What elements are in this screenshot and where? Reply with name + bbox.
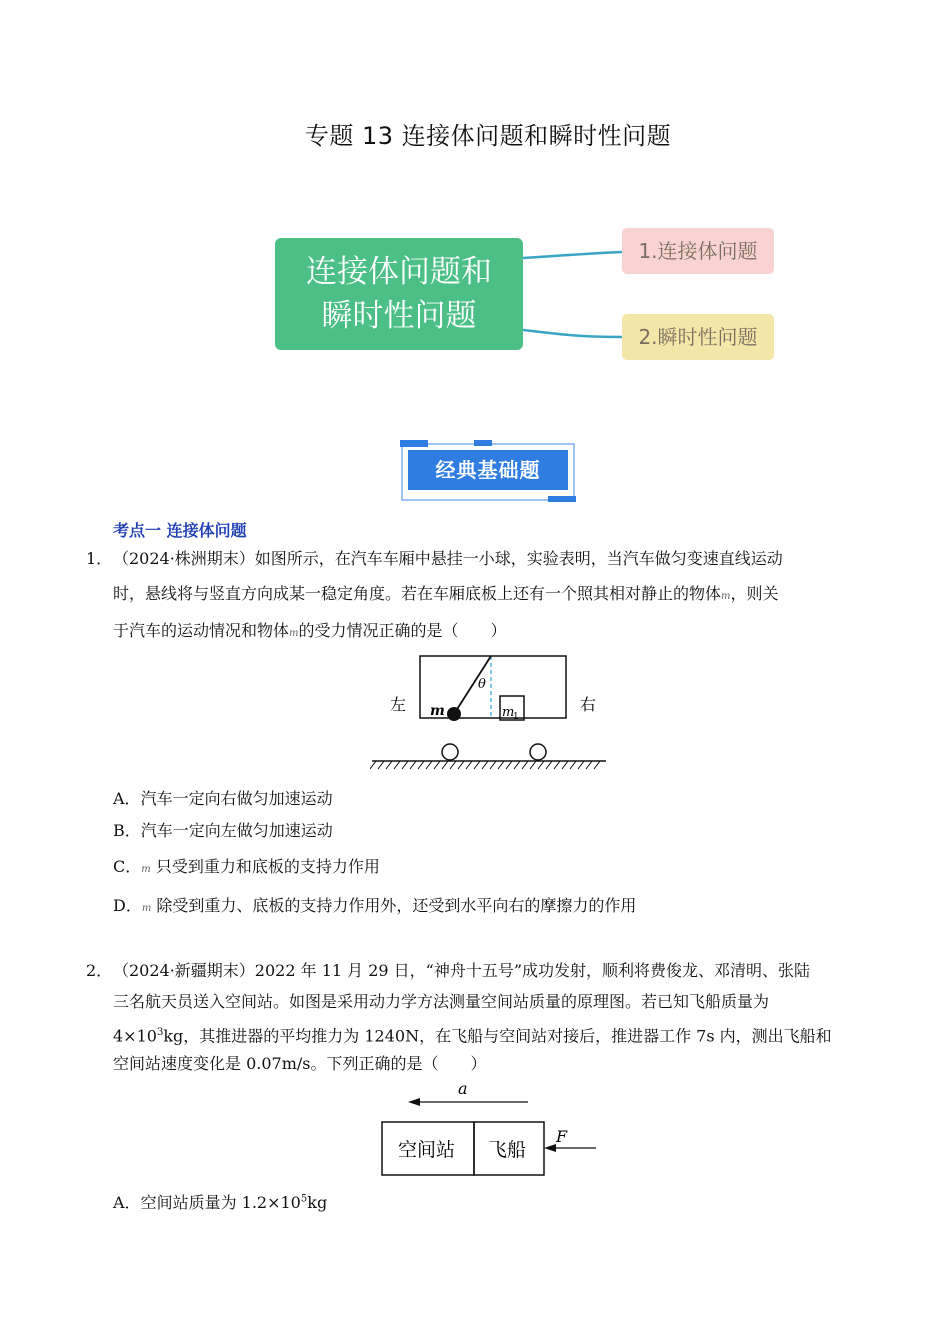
q1-line2b: ，则关 (730, 584, 779, 603)
label-m: m (430, 703, 445, 719)
q2-docking-figure (370, 1074, 610, 1184)
mindmap-main-line2: 瞬时性问题 (321, 298, 477, 334)
q2-option-a[interactable] (113, 1190, 327, 1213)
q2-number: 2． (86, 961, 113, 980)
q1-option-d[interactable] (113, 893, 636, 916)
q1-line2 (113, 582, 779, 609)
q2-line3-exp: 3 (156, 1027, 164, 1038)
q1-option-a-label: A． (113, 789, 141, 808)
badge-label: 经典基础题 (408, 450, 568, 490)
section-heading: 考点一 连接体问题 (113, 521, 247, 540)
q1-option-b-text: 汽车一定向左做匀加速运动 (140, 821, 333, 840)
q1-line3 (113, 619, 507, 646)
q2-line2: 三名航天员送入空间站。如图是采用动力学方法测量空间站质量的原理图。若已知飞船质量为 (113, 992, 770, 1011)
label-theta: θ (478, 677, 486, 692)
q1-option-c[interactable] (113, 854, 380, 877)
force-arrowhead-icon (544, 1144, 556, 1152)
q1-option-d-m: m (141, 903, 152, 914)
q2-line3 (113, 1021, 832, 1048)
q2-option-a-post: kg (307, 1193, 328, 1212)
mindmap-connectors (0, 0, 950, 420)
label-m1-subscript: 1 (513, 712, 519, 722)
wheel-left (442, 744, 458, 760)
q1-option-c-label: C． (113, 857, 142, 876)
q1-option-d-label: D． (113, 896, 142, 915)
q1-option-d-text: 除受到重力、底板的支持力作用外，还受到水平向右的摩擦力的作用 (156, 896, 637, 915)
label-left: 左 (390, 695, 407, 714)
q1-option-a[interactable] (113, 786, 333, 809)
q1-line3b: 的受力情况正确的是（ ） (298, 621, 507, 640)
label-station: 空间站 (398, 1139, 456, 1161)
q1-number: 1． (86, 549, 113, 568)
q1-line3a: 于汽车的运动情况和物体 (113, 621, 290, 640)
q1-option-a-text: 汽车一定向右做匀加速运动 (140, 789, 333, 808)
q2-line3a: 4×10 (113, 1026, 157, 1046)
acceleration-arrowhead-icon (408, 1098, 420, 1106)
label-force: F (556, 1127, 568, 1146)
q1-option-c-m: m (141, 864, 151, 875)
label-right: 右 (580, 695, 597, 714)
q2-line3b: kg，其推进器的平均推力为 1240N，在飞船与空间站对接后，推进器工作 7s 内，测出飞船和 (163, 1026, 832, 1046)
q1-option-b-label: B． (113, 821, 141, 840)
mindmap-main-node (275, 238, 523, 350)
label-ship: 飞船 (488, 1139, 527, 1161)
q2-option-a-exp: 5 (300, 1193, 308, 1205)
q1-m-symbol-2: m (289, 628, 299, 639)
ground-hatching (370, 761, 600, 769)
q1-option-b[interactable] (113, 818, 333, 841)
label-acceleration: a (458, 1079, 468, 1098)
q1-line2a: 时，悬线将与竖直方向成某一稳定角度。若在车厢底板上还有一个照其相对静止的物体 (113, 584, 722, 603)
q1-car-figure (370, 650, 610, 775)
q1-line1: （2024·株洲期末）如图所示，在汽车车厢中悬挂一小球，实验表明，当汽车做匀变速直线运动 (113, 549, 783, 568)
label-m1: m (502, 705, 515, 720)
section-badge (400, 440, 576, 502)
pendulum-ball (447, 707, 461, 721)
q1-m-symbol: m (721, 591, 731, 602)
q2-line1: （2024·新疆期末）2022 年 11 月 29 日，“神舟十五号”成功发射，顺利将费俊龙、邓清明、张陆 (113, 961, 811, 980)
page-title: 专题 13 连接体问题和瞬时性问题 (304, 122, 672, 150)
wheel-right (530, 744, 546, 760)
q1-option-c-text: 只受到重力和底板的支持力作用 (155, 857, 380, 876)
q2-line4: 空间站速度变化是 0.07m/s。下列正确的是（ ） (113, 1054, 487, 1073)
mindmap-main-line1: 连接体问题和 (306, 254, 492, 290)
q2-option-a-pre: 空间站质量为 1.2×10 (140, 1193, 301, 1212)
mindmap-node-connected-bodies: 1.连接体问题 (622, 228, 774, 274)
q2-option-a-label: A． (113, 1193, 141, 1212)
mindmap-node-instantaneous: 2.瞬时性问题 (622, 314, 774, 360)
